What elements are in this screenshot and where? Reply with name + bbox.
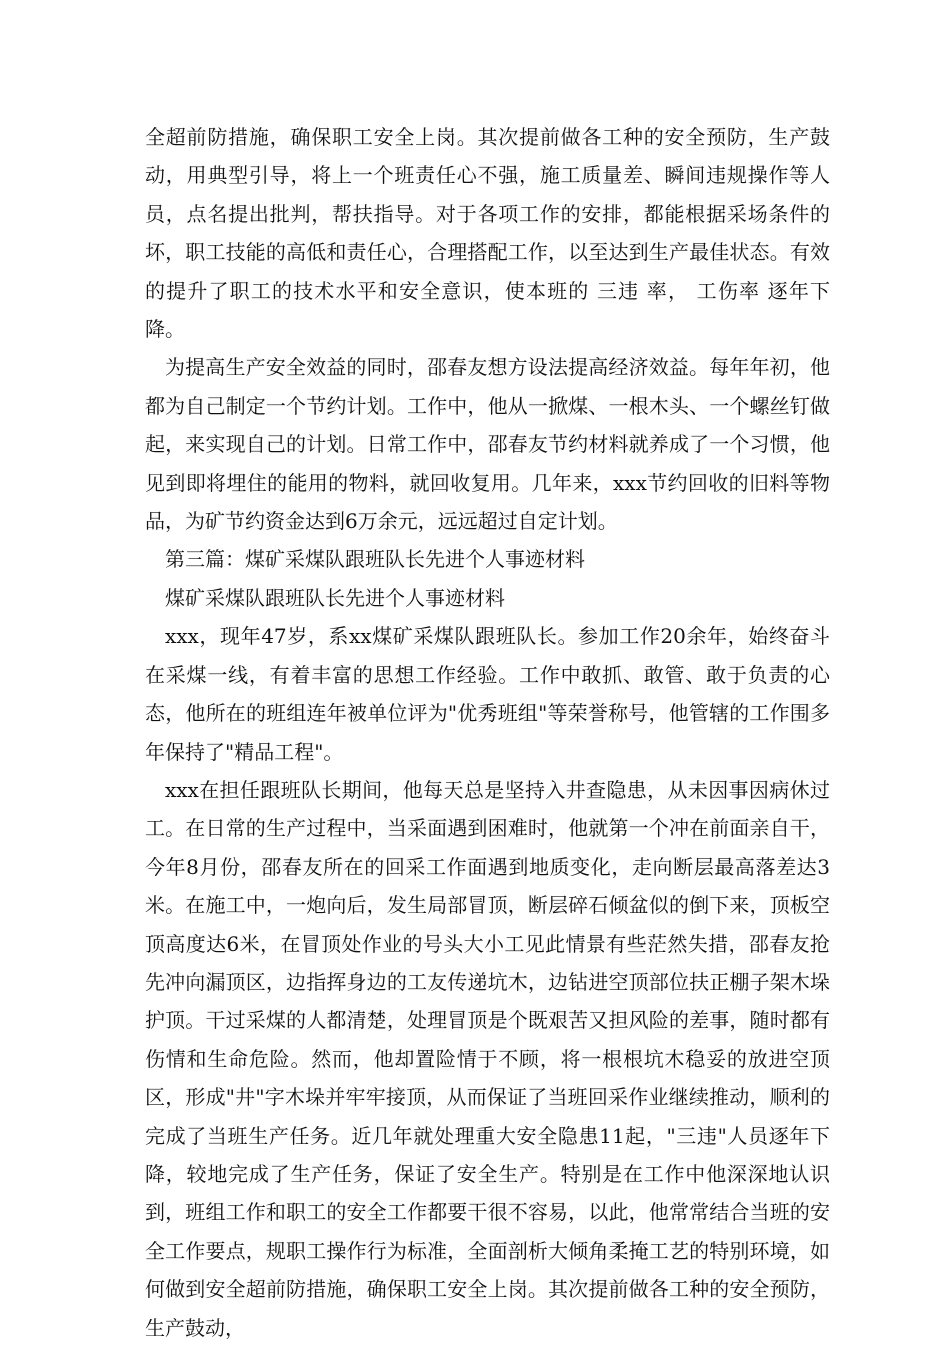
paragraph-deeds: xxx在担任跟班队长期间，他每天总是坚持入井查隐患，从未因事因病休过工。在日常的生产过程中，当采面遇到困难时，他就第一个冲在前面亲自干，今年8月份，邵春友所在的回采工作面遇到地质变化，走向断层最高落差达3米。在施工中，一炮向后，发生局部冒顶，断层碎石倾盆似的倒下来，顶板空顶高度达6米，在冒顶处作业的号头大小工见此情景有些茫然失措，邵春友抢先冲向漏顶区，边指挥身边的工友传递坑木，边钻进空顶部位扶正棚子架木垛护顶。干过采煤的人都清楚，处理冒顶是个既艰苦又担风险的差事，随时都有伤情和生命危险。然而，他却置险情于不顾，将一根根坑木稳妥的放进空顶区，形成"井"字木垛并牢牢接顶，从而保证了当班回采作业继续推动，顺利的完成了当班生产任务。近几年就处理重大安全隐患11起，"三违"人员逐年下降，较地完成了生产任务，保证了安全生产。特别是在工作中他深深地认识到，班组工作和职工的安全工作都要干很不容易，以此，他常常结合当班的安全工作要点，规职工操作行为标准，全面剖析大倾角柔掩工艺的特别环境，如何做到安全超前防措施，确保职工安全上岗。其次提前做各工种的安全预防，生产鼓动， xyxy=(145,777,830,1340)
paragraph-intro: xxx，现年47岁，系xx煤矿采煤队跟班队长。参加工作20余年，始终奋斗在采煤一线，有着丰富的思想工作经验。工作中敢抓、敢管、敢于负责的心态，他所在的班组连年被单位评为"优秀班组"等荣誉称号，他管辖的工作围多年保持了"精品工程"。 xyxy=(145,624,830,764)
document-body xyxy=(145,118,830,1347)
section-heading: 第三篇：煤矿采煤队跟班队长先进个人事迹材料 xyxy=(165,547,585,572)
paragraph-economy: 为提高生产安全效益的同时，邵春友想方设法提高经济效益。每年年初，他都为自己制定一个节约计划。工作中，他从一掀煤、一根木头、一个螺丝钉做起，来实现自己的计划。日常工作中，邵春友节约材料就养成了一个习惯，他见到即将埋住的能用的物料，就回收复用。几年来，xxx节约回收的旧料等物品，为矿节约资金达到6万余元，远远超过自定计划。 xyxy=(145,355,830,534)
paragraph-continued: 全超前防措施，确保职工安全上岗。其次提前做各工种的安全预防，生产鼓动，用典型引导，将上一个班责任心不强，施工质量差、瞬间违规操作等人员，点名提出批判，帮扶指导。对于各项工作的安排，都能根据采场条件的坏，职工技能的高低和责任心，合理搭配工作，以至达到生产最佳状态。有效的提升了职工的技术水平和安全意识，使本班的 三违 率， 工伤率 逐年下降。 xyxy=(145,125,830,342)
article-title: 煤矿采煤队跟班队长先进个人事迹材料 xyxy=(165,585,505,610)
